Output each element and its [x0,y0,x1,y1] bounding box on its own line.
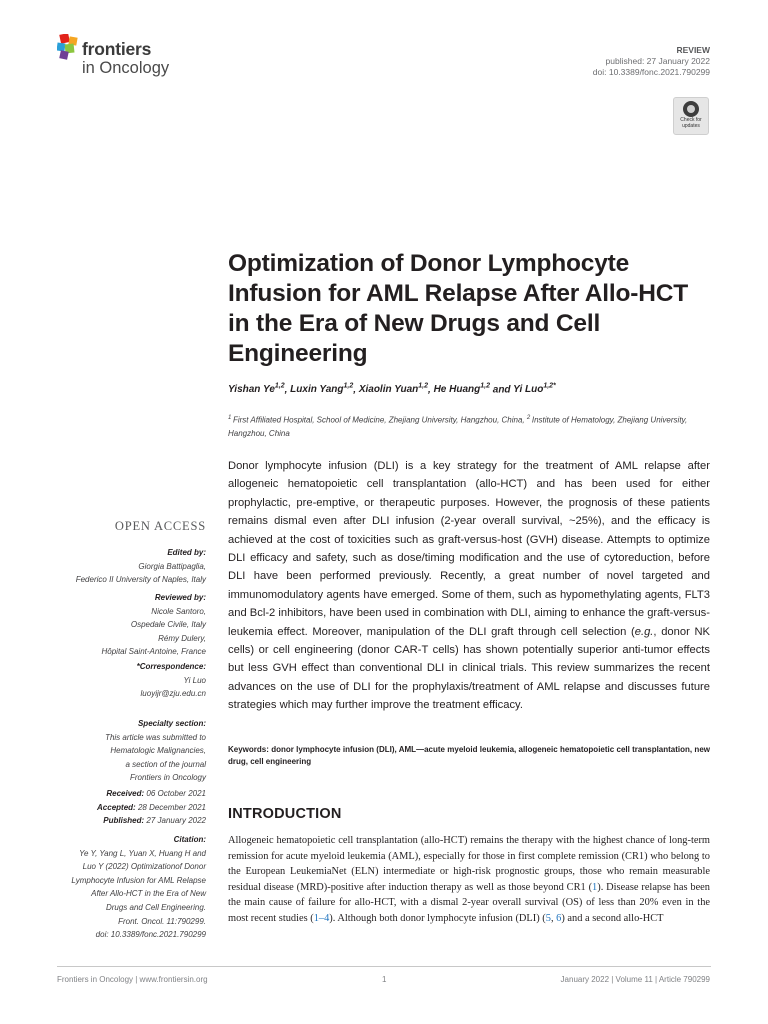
edited-by: Edited by: Giorgia Battipaglia, Federico II University of Naples, Italy [75,548,206,585]
affiliations: $^1$ First Affiliated Hospital, School of Medicine, Zhejiang University, Hangzhou, China, $^2$ Institute of Hematology, Zhejiang University, Hangzhou, China [228,415,688,438]
abstract: Donor lymphocyte infusion (DLI) is a key strategy for the treatment of AML relapse after allogeneic hematopoietic cell transplantation (allo-HCT) and has been used for either prophylactic, pre-emptive, or therapeutic purposes. However, the prognosis of these patients remains dismal even after DLI infusion (2-year overall survival, ~25%), and the efficacy is achieved at the cost of toxicities such as graft-versus-host (GVH) disease. Attempts to optimize DLI efficacy and safety, such as dose/timing modification and the use of cytoreduction, before DLI have been performed previously. Recently, a great number of novel targeted and immunomodulatory agents have emerged. Some of them, such as hypomethylating agents, FLT3 and Bcl-2 inhibitors, have been used in combination with DLI, aiming to enhance the graft-versus-leukemia effect. Moreover, manipulation of the DLI graft through cell selection (e.g., donor NK cells) or cell engineering (donor CAR-T cells) has shown potentially superior anti-tumor effects but less GVH effect than conventional DLI in clinical trials. This review summarizes the recent advances on the use of DLI for the prophylaxis/treatment of AML relapse and discusses future strategies which may further improve the treatment efficacy. [228,460,710,712]
correspondence-email[interactable]: luoyijr@zju.edu.cn [140,689,206,699]
section-heading-introduction: INTRODUCTION [228,806,342,822]
frontiers-logo-icon [57,34,81,60]
check-updates-label: Check for updates [680,117,702,129]
footer-issue-info: January 2022 | Volume 11 | Article 790299 [560,975,710,984]
footer-divider [57,966,711,967]
author[interactable]: Yishan Ye$^{1,2}$ [228,383,285,396]
check-for-updates-button[interactable] [673,97,709,135]
introduction-body: Allogeneic hematopoietic cell transplantation (allo-HCT) remains the therapy with the highest chance of long-term remission for acute myeloid leukemia (AML), especially for those in first complete remission (CR1) who belong to the European LeukemiaNet (ELN) intermediate or high-risk prognostic groups, those who remain measurable residual disease (MRD)-positive after induction therapy as well as those beyond CR1 (1). Disease relapse has been the main cause of failure for allo-HCT, with a dismal 2-year overall survival (OS) of less than 20% even in the most recent studies (1–4). Although both donor lymphocyte infusion (DLI) (5, 6) and a second allo-HCT [228,835,710,924]
affiliation-2: Institute of Hematology, Zhejiang University, Hangzhou, China [228,415,688,438]
published-date: published: 27 January 2022 [605,56,710,66]
logo-journal-name: in Oncology [82,59,170,77]
reviewed-by: Reviewed by: Nicole Santoro, Ospedale Civile, Italy Rémy Dulery, Hôpital Saint-Antoine, France [101,593,206,657]
keywords: Keywords: donor lymphocyte infusion (DLI), AML—acute myeloid leukemia, allogeneic hematopoietic cell transplantation, new drug, cell engineering [228,745,710,766]
author[interactable]: He Huang$^{1,2}$ [433,383,490,396]
citation-link[interactable]: 1 [592,881,598,893]
affiliation-1: First Affiliated Hospital, School of Medicine, Zhejiang University, Hangzhou, China, [232,415,525,425]
citation: Citation: Ye Y, Yang L, Yuan X, Huang H and Luo Y (2022) Optimizationof Donor Lymphocyte Infusion for AML Relapse After Allo-HCT in the Era of New Drugs and Cell Engineering. Front. Oncol. 11:790299. doi: 10.3389/fonc.2021.790299 [71,835,206,940]
check-updates-icon [683,101,699,117]
open-access-label: OPEN ACCESS [114,519,206,533]
logo-brand: frontiers [82,39,152,59]
footer-journal-link[interactable]: Frontiers in Oncology | www.frontiersin.org [57,975,208,984]
author[interactable]: Yi Luo$^{1,2*}$ [513,383,556,396]
journal-logo[interactable] [57,34,187,82]
article-meta [593,45,710,78]
citation-link[interactable]: 6 [556,912,562,924]
article-dates: Received: 06 October 2021 Accepted: 28 December 2021 Published: 27 January 2022 [97,789,206,826]
correspondence: *Correspondence: Yi Luo luoyijr@zju.edu.cn [36,660,206,701]
author[interactable]: Xiaolin Yuan$^{1,2}$ [358,383,429,396]
author-list: Yishan Ye$^{1,2}$, Luxin Yang$^{1,2}$, Xiaolin Yuan$^{1,2}$, He Huang$^{1,2}$ and Yi Luo$^{1,2*}$ [228,383,556,396]
doi[interactable]: doi: 10.3389/fonc.2021.790299 [592,67,710,77]
specialty-section: Specialty section: This article was submitted to Hematologic Malignancies, a section of the journal Frontiers in Oncology [105,719,206,783]
citation-link[interactable]: 5 [545,912,551,924]
article-title: Optimization of Donor Lymphocyte Infusion for AML Relapse After Allo-HCT in the Era of New Drugs and Cell Engineering [228,250,688,367]
citation-link[interactable]: 1–4 [313,912,330,924]
page-number: 1 [382,975,387,984]
author[interactable]: Luxin Yang$^{1,2}$ [290,383,354,396]
article-type: REVIEW [676,45,710,55]
